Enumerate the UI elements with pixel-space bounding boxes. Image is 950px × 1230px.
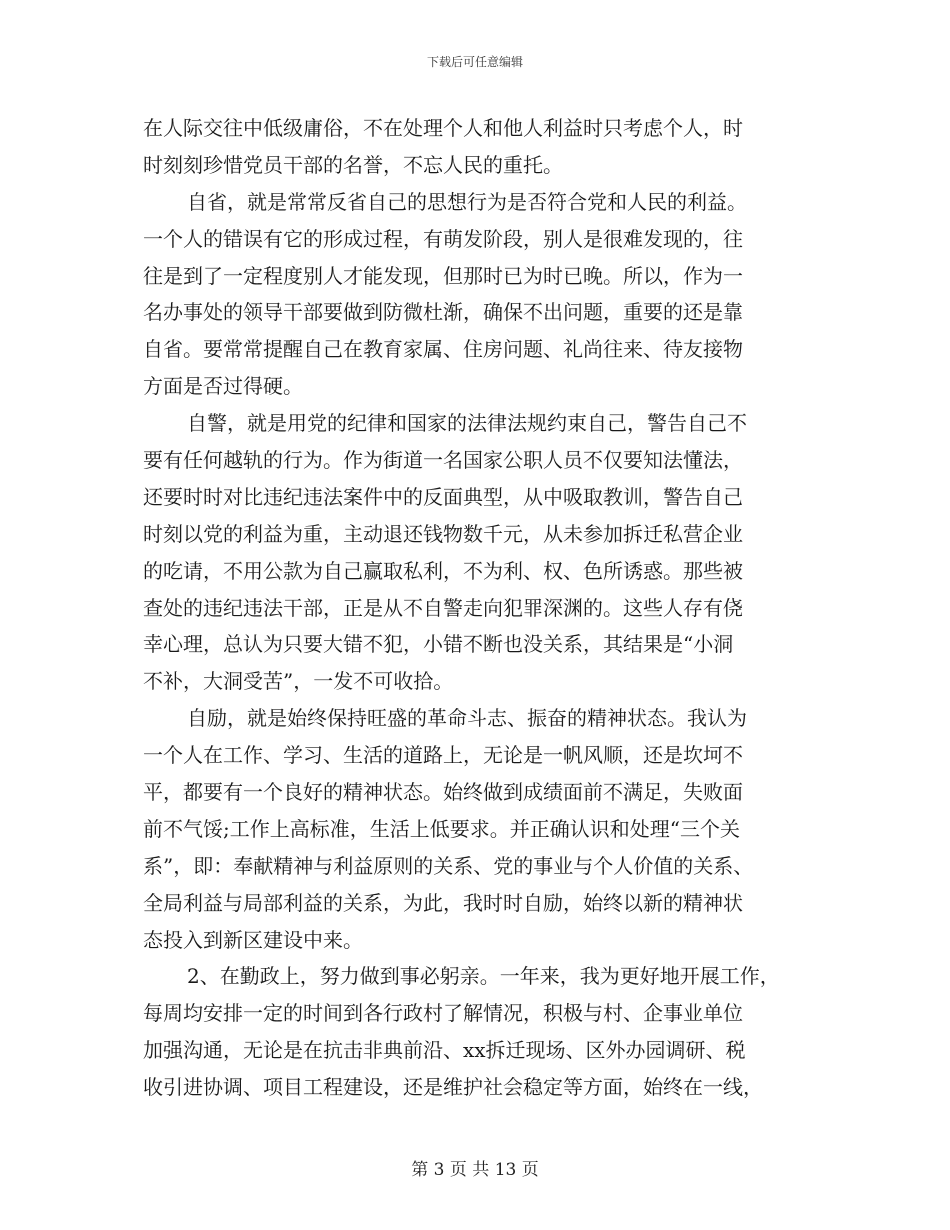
page-header: 下载后可任意编辑 <box>426 55 523 69</box>
body-line: 一个人的错误有它的形成过程，有萌发阶段，别人是很难发现的，往 <box>143 226 743 251</box>
body-line: 幸心理，总认为只要大错不犯，小错不断也没关系，其结果是“小洞 <box>143 632 734 657</box>
body-line: 时刻刻珍惜党员干部的名誉，不忘人民的重托。 <box>143 152 563 177</box>
page-footer: 第 3 页 共 13 页 <box>411 1160 539 1180</box>
body-line: 平，都要有一个良好的精神状态。始终做到成绩面前不满足，失败面 <box>143 780 743 805</box>
body-line: 的吃请，不用公款为自己赢取私利，不为利、权、色所诱惑。那些被 <box>143 558 743 583</box>
body-line: 前不气馁;工作上高标准，生活上低要求。并正确认识和处理“三个关 <box>143 816 740 841</box>
paragraph-start-line: 自励，就是始终保持旺盛的革命斗志、振奋的精神状态。我认为 <box>187 706 747 731</box>
paragraph-start-line: 2、在勤政上，努力做到事必躬亲。一年来，我为更好地开展工作， <box>187 964 780 989</box>
paragraph-start-line: 自省，就是常常反省自己的思想行为是否符合党和人民的利益。 <box>187 189 747 214</box>
body-line: 往是到了一定程度别人才能发现，但那时已为时已晚。所以，作为一 <box>143 263 743 288</box>
body-line: 还要时时对比违纪违法案件中的反面典型，从中吸取教训，警告自己 <box>143 484 743 509</box>
body-line: 系”，即：奉献精神与利益原则的关系、党的事业与个人价值的关系、 <box>143 853 754 878</box>
body-line: 时刻以党的利益为重，主动退还钱物数千元，从未参加拆迁私营企业 <box>143 521 743 546</box>
body-line: 加强沟通，无论是在抗击非典前沿、xx拆迁现场、区外办园调研、税 <box>143 1038 746 1063</box>
body-line: 自省。要常常提醒自己在教育家属、住房问题、礼尚往来、待友接物 <box>143 337 743 362</box>
body-line: 态投入到新区建设中来。 <box>143 927 363 952</box>
body-line: 名办事处的领导干部要做到防微杜渐，确保不出问题，重要的还是靠 <box>143 300 743 325</box>
body-line: 收引进协调、项目工程建设，还是维护社会稳定等方面，始终在一线， <box>143 1075 763 1100</box>
body-line: 方面是否过得硬。 <box>143 374 303 399</box>
document-body <box>143 110 813 1106</box>
paragraph-start-line: 自警，就是用党的纪律和国家的法律法规约束自己，警告自己不 <box>187 411 747 436</box>
body-line: 要有任何越轨的行为。作为街道一名国家公职人员不仅要知法懂法， <box>143 448 743 473</box>
body-line: 每周均安排一定的时间到各行政村了解情况，积极与村、企事业单位 <box>143 1001 743 1026</box>
body-line: 一个人在工作、学习、生活的道路上，无论是一帆风顺，还是坎坷不 <box>143 743 743 768</box>
body-line: 在人际交往中低级庸俗，不在处理个人和他人利益时只考虑个人，时 <box>143 116 743 140</box>
body-line: 全局利益与局部利益的关系，为此，我时时自励，始终以新的精神状 <box>143 890 743 915</box>
body-line: 查处的违纪违法干部，正是从不自警走向犯罪深渊的。这些人存有侥 <box>143 595 743 620</box>
body-line: 不补，大洞受苦”，一发不可收拾。 <box>143 669 454 694</box>
